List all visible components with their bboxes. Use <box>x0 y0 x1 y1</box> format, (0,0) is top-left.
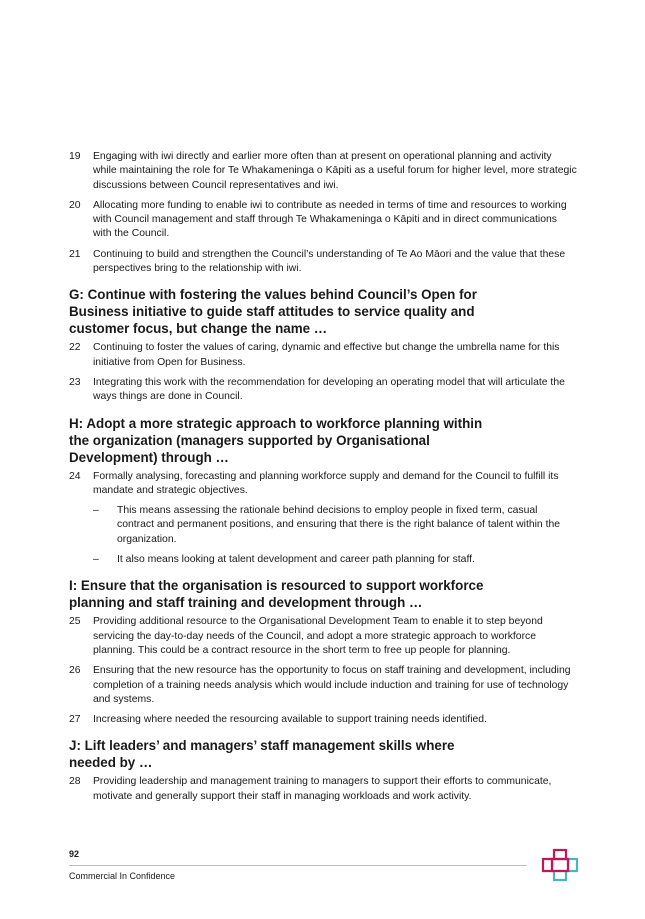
list-item <box>69 664 577 707</box>
list-item <box>69 376 577 405</box>
item-text: Allocating more funding to enable iwi to contribute as needed in terms of time and resources to working with Council management and staff through Te Whakameninga o Kāpiti and in direct communications with the Council. <box>93 199 567 240</box>
list-item <box>69 150 577 193</box>
sub-bullet <box>93 504 577 547</box>
item-number: 23 <box>69 376 81 388</box>
sub-bullet-text: It also means looking at talent development and career path planning for staff. <box>117 554 475 566</box>
item-number: 24 <box>69 470 81 482</box>
item-text: Increasing where needed the resourcing available to support training needs identified. <box>93 714 487 726</box>
section-heading-g: G: Continue with fostering the values behind Council’s Open for Business initiative to guide staff attitudes to service quality and customer focus, but change the name … <box>69 287 477 337</box>
item-number: 26 <box>69 665 81 677</box>
item-text: Providing additional resource to the Organisational Development Team to enable it to step beyond servicing the day-to-day needs of the Council, and adopt a more strategic approach to workforce planning. This could be a contract resource in the short term to free up people for planning. <box>93 616 543 656</box>
list-item <box>69 713 577 727</box>
page-content <box>69 150 577 810</box>
footer-divider <box>69 865 527 866</box>
item-number: 22 <box>69 342 81 354</box>
item-number: 20 <box>69 199 81 211</box>
page-number: 92 <box>69 849 80 859</box>
item-text: Ensuring that the new resource has the opportunity to focus on staff training and development, including completion of a training needs analysis which would include induction and training for use of technology and systems. <box>93 665 571 705</box>
sub-bullet-text: This means assessing the rationale behind decisions to employ people in fixed term, casual contract and permanent positions, and ensuring that there is the right balance of talent within the organization. <box>117 505 561 545</box>
list-item <box>69 470 577 499</box>
section-heading-h: H: Adopt a more strategic approach to workforce planning within the organization (managers supported by Organisational Development) through … <box>69 415 483 465</box>
item-number: 21 <box>69 248 81 260</box>
list-item <box>69 248 577 277</box>
item-text: Continuing to build and strengthen the Council’s understanding of Te Ao Māori and the value that these perspectives bring to the relationship with iwi. <box>93 248 566 275</box>
item-text: Providing leadership and management training to managers to support their efforts to communicate, motivate and generally support their staff in managing workloads and work activity. <box>93 776 552 802</box>
dash-marker: – <box>93 505 99 517</box>
section-heading-j: J: Lift leaders’ and managers’ staff management skills where needed by … <box>69 738 455 771</box>
council-logo-icon <box>540 847 580 883</box>
item-text: Integrating this work with the recommendation for developing an operating model that will articulate the ways things are done in Council. <box>93 376 565 403</box>
item-text: Engaging with iwi directly and earlier more often than at present on operational planning and activity while maintaining the role for Te Whakameninga o Kāpiti as a useful forum for higher level, more strategic discussions between Council representatives and iwi. <box>93 151 577 191</box>
item-number: 28 <box>69 776 81 788</box>
item-text: Continuing to foster the values of caring, dynamic and effective but change the umbrella name for this initiative from Open for Business. <box>93 342 560 368</box>
list-item <box>69 615 577 658</box>
dash-marker: – <box>93 554 99 566</box>
list-item <box>69 199 577 242</box>
item-number: 25 <box>69 616 81 628</box>
item-number: 27 <box>69 714 81 726</box>
sub-bullet <box>93 553 577 567</box>
section-heading-i: I: Ensure that the organisation is resourced to support workforce planning and staff training and development through … <box>69 578 484 611</box>
item-number: 19 <box>69 151 81 162</box>
list-item <box>69 341 577 370</box>
list-item <box>69 775 577 804</box>
item-text: Formally analysing, forecasting and planning workforce supply and demand for the Council to fulfill its mandate and strategic objectives. <box>93 470 559 496</box>
confidentiality-label: Commercial In Confidence <box>69 871 176 881</box>
